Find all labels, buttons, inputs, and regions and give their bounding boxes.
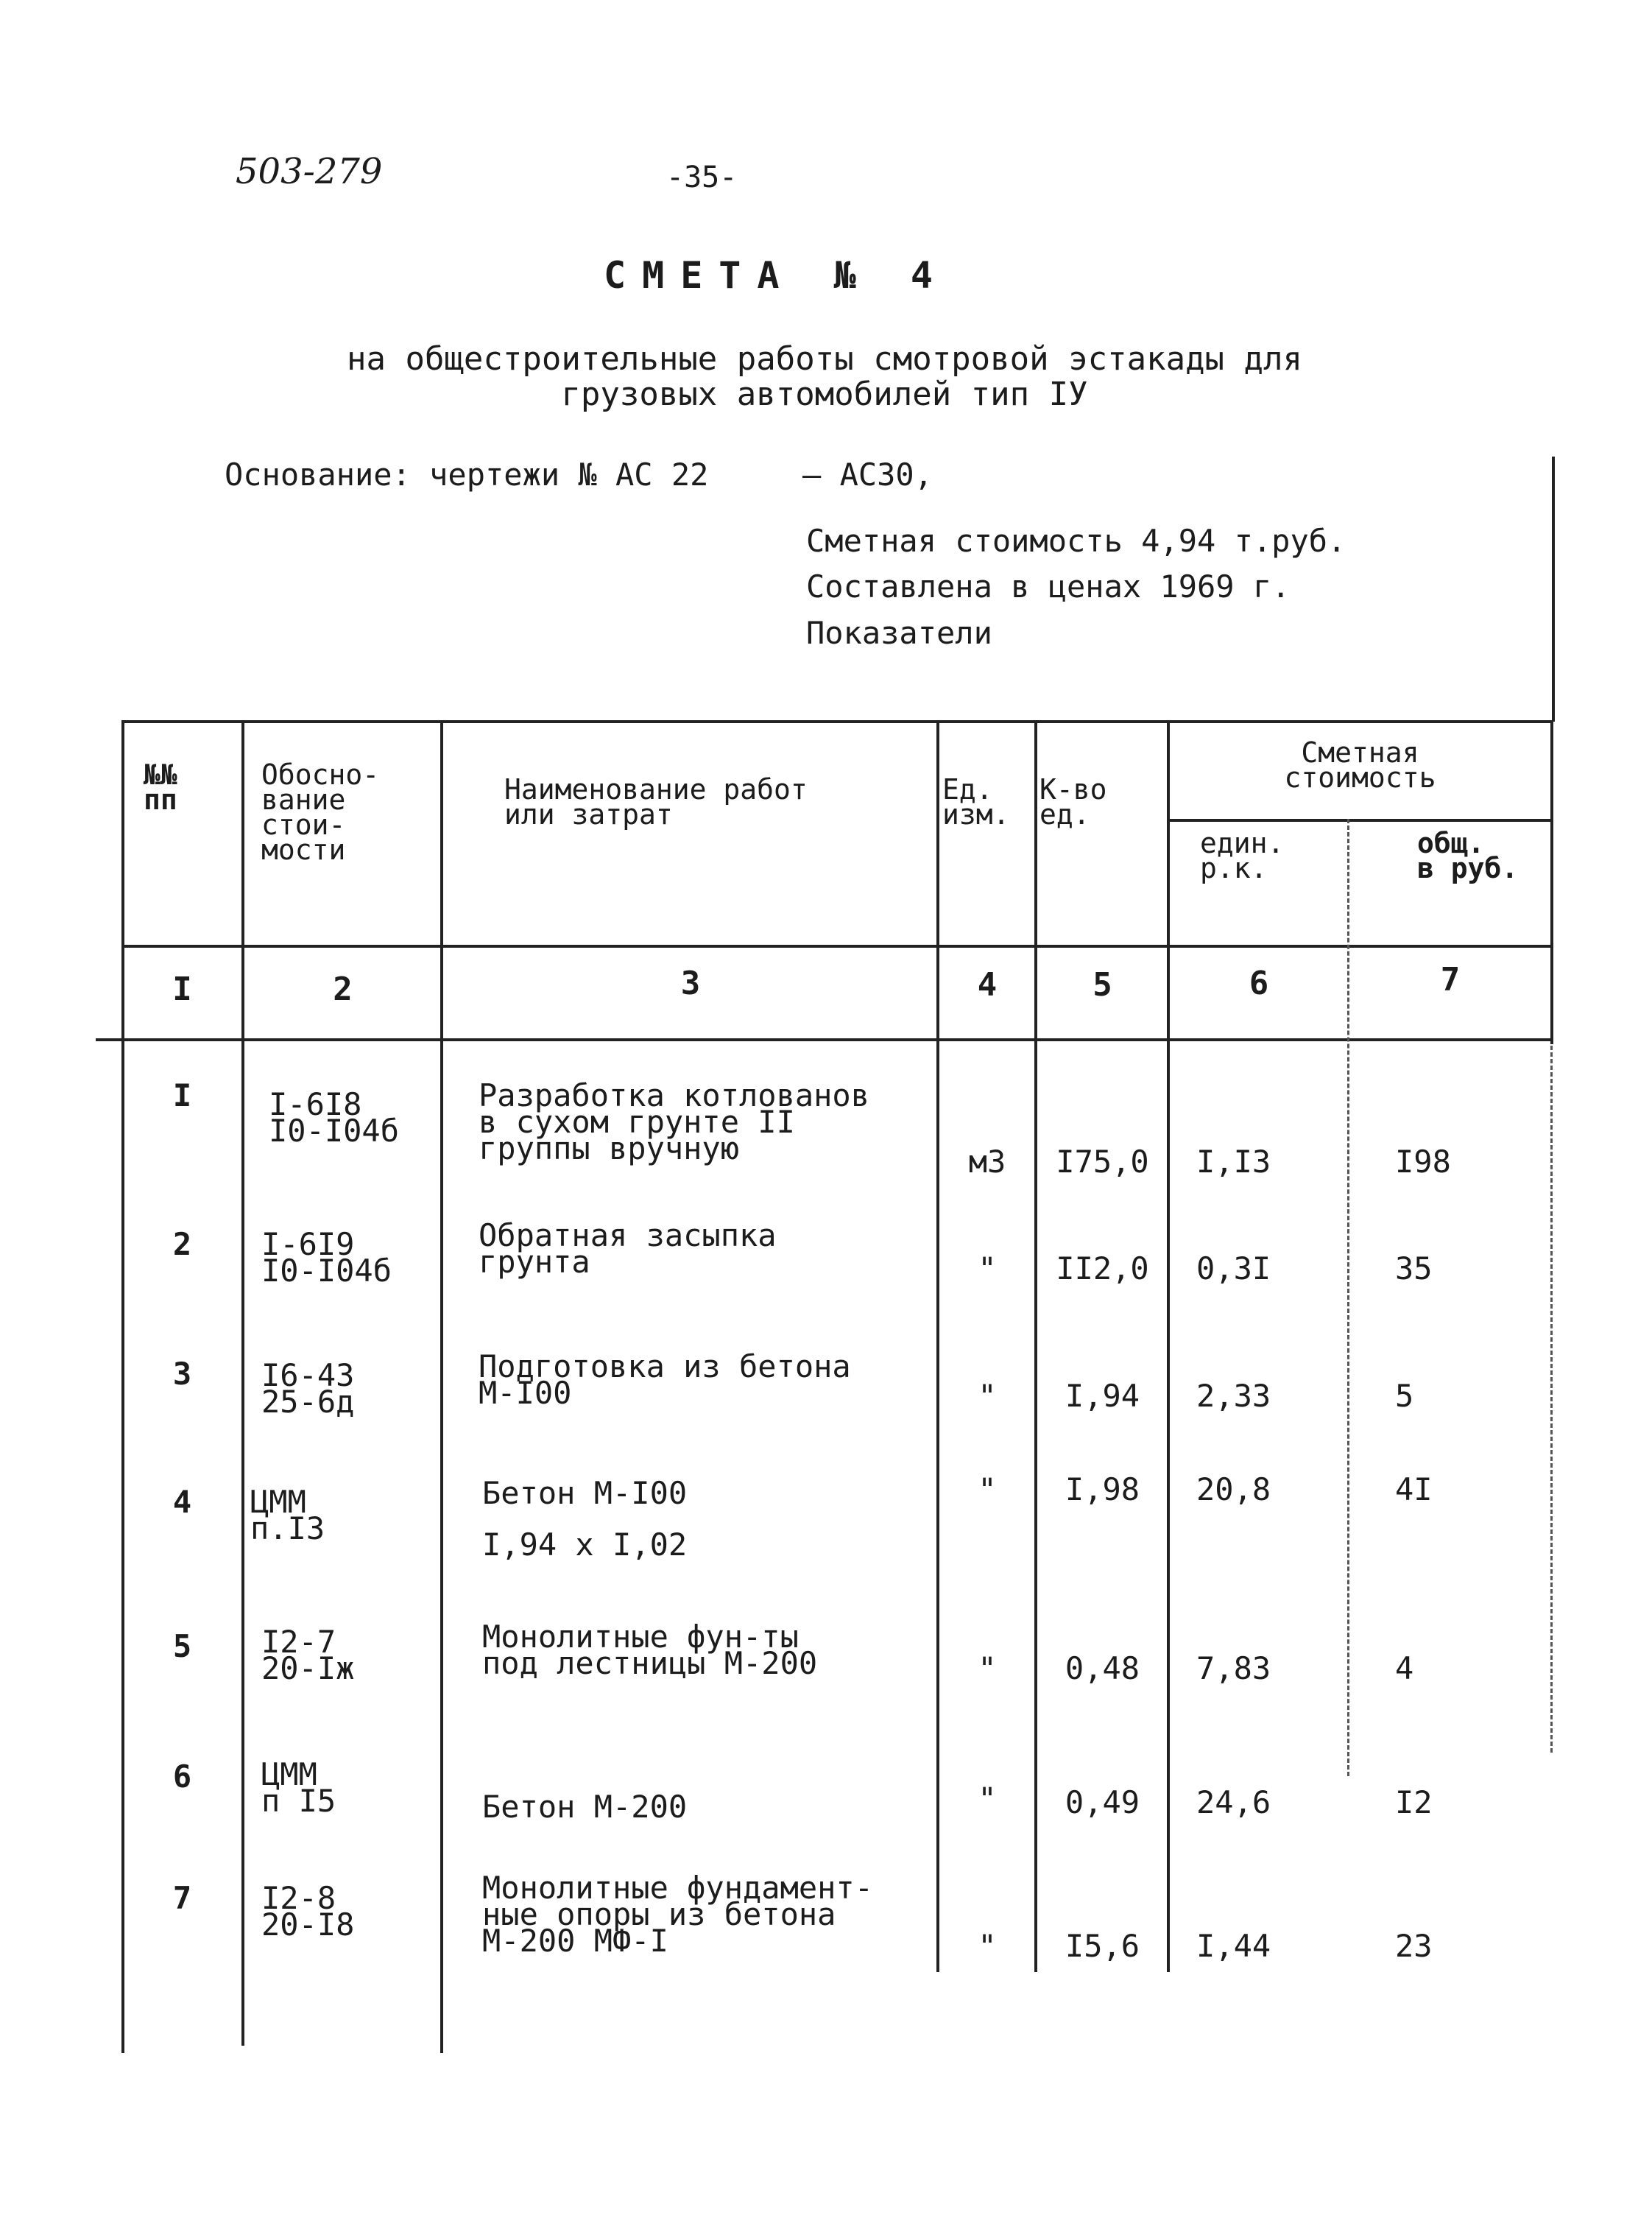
row-unit-cost: 20,8: [1196, 1471, 1271, 1507]
header-quantity: К-во ед.: [1039, 773, 1107, 831]
col-divider-5: [1167, 720, 1170, 1972]
header-total-cost: общ. в руб.: [1417, 827, 1519, 884]
header-bottom-line: [121, 945, 1553, 948]
row-total-cost: 4I: [1395, 1471, 1433, 1507]
row-number: 4: [172, 1484, 192, 1520]
table-top-border: [121, 720, 1553, 723]
row-unit: ": [978, 1781, 997, 1817]
row-unit-cost: I,44: [1196, 1928, 1271, 1964]
row-unit: ": [978, 1378, 997, 1414]
row-total-cost: I2: [1395, 1784, 1433, 1820]
header-work-name: Наименование работ или затрат: [504, 773, 808, 831]
row-number: 2: [172, 1226, 192, 1262]
row-quantity: I,94: [1065, 1378, 1140, 1414]
right-border-upper: [1552, 457, 1555, 722]
column-number: 4: [977, 966, 998, 1004]
column-number: 5: [1092, 966, 1112, 1004]
row-quantity: I75,0: [1056, 1144, 1149, 1180]
column-number: I: [172, 971, 192, 1008]
estimate-title: СМЕТА № 4: [604, 254, 949, 297]
column-number: 3: [680, 965, 701, 1002]
row-work-name: Бетон М-I00: [482, 1475, 688, 1511]
row-basis: I6-43 25-6д: [261, 1357, 355, 1420]
header-unit-cost: един. р.к.: [1200, 827, 1285, 884]
row-unit: ": [978, 1250, 997, 1286]
price-level: Составлена в ценах 1969 г.: [806, 568, 1291, 605]
row-work-name: Бетон М-200: [482, 1789, 688, 1825]
estimate-subtitle-line1: на общестроительные работы смотровой эстакады для: [346, 340, 1303, 378]
row-unit: ": [978, 1928, 997, 1964]
row-basis: I2-8 20-I8: [261, 1880, 355, 1943]
header-unit: Ед. изм.: [942, 773, 1010, 831]
column-numbers-bottom-line: [96, 1038, 1553, 1041]
page-number: -35-: [666, 161, 738, 194]
row-work-name: Разработка котлованов в сухом грунте II группы вручную: [479, 1077, 870, 1166]
header-estimated-cost: Сметная стоимость: [1284, 736, 1436, 794]
table-left-border: [121, 720, 124, 2053]
row-unit-cost: 7,83: [1196, 1650, 1271, 1686]
row-work-name: Монолитные фундамент- ные опоры из бетона М-200 МФ-I: [482, 1870, 874, 1959]
row-quantity: II2,0: [1056, 1250, 1149, 1286]
row-total-cost: 5: [1395, 1378, 1414, 1414]
row-unit: м3: [968, 1144, 1006, 1180]
row-number: 5: [172, 1628, 192, 1664]
cost-subheader-line: [1167, 819, 1553, 822]
indicators-label: Показатели: [806, 615, 992, 651]
row-number: I: [172, 1077, 192, 1113]
header-row-number: №№ пп: [144, 758, 177, 816]
row-unit-cost: 2,33: [1196, 1378, 1271, 1414]
row-quantity: 0,49: [1065, 1784, 1140, 1820]
row-total-cost: 23: [1395, 1928, 1433, 1964]
row-basis: I-6I8 I0-I04б: [269, 1086, 400, 1149]
col-divider-2: [440, 720, 443, 2053]
row-basis: ЦММ п I5: [261, 1756, 336, 1819]
row-quantity: 0,48: [1065, 1650, 1140, 1686]
row-unit-cost: I,I3: [1196, 1144, 1271, 1180]
row-work-calculation: I,94 х I,02: [482, 1527, 688, 1563]
estimate-subtitle-line2: грузовых автомобилей тип IУ: [561, 376, 1088, 413]
row-unit: ": [978, 1471, 997, 1507]
row-basis: I2-7 20-Iж: [261, 1624, 355, 1686]
row-quantity: I,98: [1065, 1471, 1140, 1507]
row-number: 7: [172, 1880, 192, 1916]
row-unit-cost: 24,6: [1196, 1784, 1271, 1820]
row-number: 6: [172, 1758, 192, 1795]
document-code: 503-279: [236, 151, 383, 192]
basis-text: Основание: чертежи № АС 22: [225, 457, 709, 493]
col-divider-3: [936, 720, 939, 1972]
col-divider-4: [1034, 720, 1037, 1972]
row-total-cost: I98: [1395, 1144, 1451, 1180]
row-total-cost: 4: [1395, 1650, 1414, 1686]
column-number: 6: [1249, 965, 1269, 1002]
row-number: 3: [172, 1356, 192, 1392]
column-number: 7: [1440, 961, 1461, 999]
row-unit: ": [978, 1650, 997, 1686]
column-number: 2: [333, 971, 353, 1008]
col-divider-1: [241, 720, 244, 2046]
row-total-cost: 35: [1395, 1250, 1433, 1286]
row-work-name: Подготовка из бетона М-I00: [479, 1348, 851, 1411]
row-basis: I-6I9 I0-I04б: [261, 1226, 392, 1289]
row-quantity: I5,6: [1065, 1928, 1140, 1964]
estimated-cost: Сметная стоимость 4,94 т.руб.: [806, 523, 1346, 559]
row-work-name: Обратная засыпка грунта: [479, 1217, 777, 1280]
table-right-border-dashed: [1550, 1046, 1553, 1753]
row-work-name: Монолитные фун-ты под лестницы М-200: [482, 1619, 818, 1681]
row-unit-cost: 0,3I: [1196, 1250, 1271, 1286]
row-basis: ЦММ п.I3: [250, 1484, 325, 1546]
header-basis: Обосно- вание стои- мости: [261, 758, 380, 866]
basis-tail-text: – АС30,: [802, 457, 933, 493]
col-divider-6-dashed: [1347, 819, 1349, 1776]
table-right-border: [1550, 720, 1553, 1044]
